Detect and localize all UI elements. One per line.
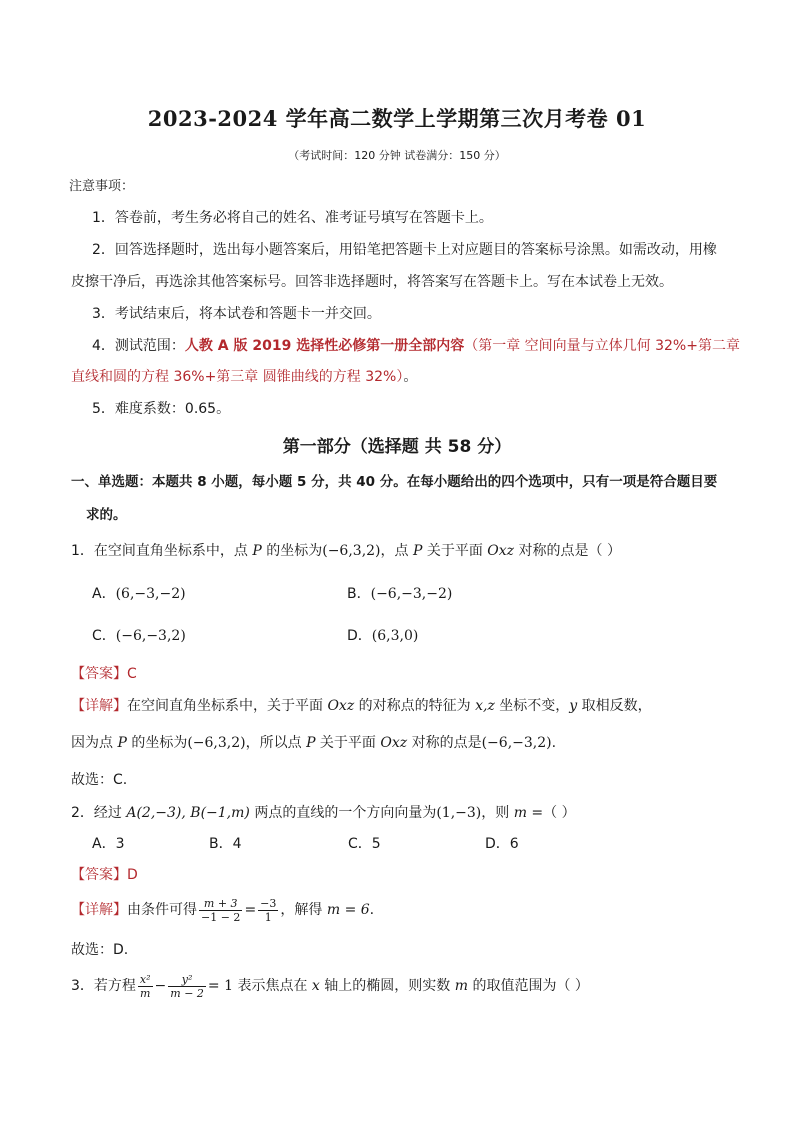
q1-option-d[interactable] (347, 626, 418, 646)
option-value: (−6,−3,−2) (370, 586, 453, 602)
q2-option-c[interactable]: C．5 (348, 836, 381, 852)
q3-text: 表示焦点在 (233, 978, 312, 994)
q2-prefix: 2．经过 (71, 805, 127, 821)
fraction-numerator: −3 (260, 896, 277, 910)
answer-tag: 【答案】 (71, 867, 127, 883)
q2-suffix: （ ） (543, 805, 576, 821)
detail-text: ，解得 (280, 902, 327, 918)
q3-suffix: 的取值范围为（ ） (468, 978, 589, 994)
detail-text: 的坐标为 (126, 735, 188, 751)
q3-x: x (311, 978, 320, 994)
detail-text: 因为点 (71, 735, 118, 751)
q2-option-b[interactable]: B．4 (209, 836, 242, 852)
detail-text: 取相反数， (577, 698, 652, 714)
answer-tag: 【答案】 (71, 666, 127, 682)
q1-detail-line2 (71, 733, 556, 753)
notice-item-4-prefix: 4．测试范围： (92, 338, 185, 354)
q2-option-a[interactable]: A．3 (92, 836, 125, 852)
part1-intro-line2: 求的。 (86, 507, 127, 523)
detail-text: 在空间直角坐标系中，关于平面 (127, 698, 328, 714)
notice-item-3: 3．考试结束后，将本试卷和答题卡一并交回。 (92, 306, 381, 322)
q2-text: ，则 (481, 805, 514, 821)
q1-option-a[interactable] (92, 584, 186, 604)
fraction-denominator: m (140, 986, 151, 1000)
notice-item-2-line2: 皮擦干净后，再选涂其他答案标号。回答非选择题时，将答案写在答题卡上。写在本试卷上无效。 (71, 274, 673, 290)
fraction-numerator: y² (168, 973, 206, 987)
notice-item-4-end: 。 (403, 369, 418, 385)
fraction (168, 973, 206, 1000)
detail-math: (−6,−3,2) (481, 735, 552, 751)
notice-heading: 注意事项： (69, 179, 135, 194)
q1-answer (71, 664, 137, 684)
answer-value: D (127, 867, 138, 883)
fraction-numerator: m + 3 (199, 897, 242, 911)
detail-text: 由条件可得 (127, 902, 197, 918)
fraction (258, 897, 278, 924)
equals-sign: = (244, 902, 257, 918)
q1-text: ，点 (380, 543, 413, 559)
fraction-denominator: −1 − 2 (201, 910, 241, 924)
q2-conclusion: 故选：D. (71, 942, 129, 958)
notice-item-4-scope-cont: 直线和圆的方程 36%+第三章 圆锥曲线的方程 32%） (71, 369, 404, 385)
q3-text: 轴上的椭圆，则实数 (319, 978, 455, 994)
detail-math: x,z (475, 698, 495, 714)
part1-intro-line1: 一、单选题：本题共 8 小题，每小题 5 分，共 40 分。在每小题给出的四个选项中，只有一项是符合题目要 (71, 474, 718, 490)
detail-tag: 【详解】 (71, 902, 127, 918)
q1-plane: Oxz (327, 698, 355, 714)
option-label: B． (347, 586, 371, 602)
q1-plane: Oxz (380, 735, 408, 751)
q2-detail (71, 895, 374, 925)
q2-answer (71, 865, 138, 885)
q1-point-p: P (252, 543, 262, 559)
notice-item-5: 5．难度系数：0.65。 (92, 401, 231, 417)
option-label: D． (347, 628, 372, 644)
fraction-numerator: x² (139, 972, 151, 986)
q1-plane: Oxz (487, 543, 515, 559)
minus-sign: − (154, 978, 167, 994)
q1-option-c[interactable] (92, 626, 186, 646)
equals-one: = 1 (207, 978, 234, 994)
q3-m: m (454, 978, 469, 994)
q3-prefix: 3．若方程 (71, 978, 136, 994)
fraction-denominator: m − 2 (170, 986, 204, 1000)
exam-subtitle: （考试时间：120 分钟 试卷满分：150 分） (288, 149, 506, 162)
q2-m: m = (513, 805, 544, 821)
notice-item-1: 1．答卷前，考生务必将自己的姓名、准考证号填写在答题卡上。 (92, 210, 493, 226)
q1-text: 关于平面 (422, 543, 488, 559)
option-value: (−6,−3,2) (115, 628, 186, 644)
section-title: 第一部分（选择题 共 58 分） (282, 437, 512, 457)
page-title: 2023-2024 学年高二数学上学期第三次月考卷 01 (147, 106, 647, 131)
detail-text: 对称的点是 (407, 735, 482, 751)
notice-item-4-line1 (92, 336, 740, 356)
q1-point-p: P (306, 735, 316, 751)
q1-point-p: P (412, 543, 423, 559)
detail-tag: 【详解】 (71, 698, 127, 714)
detail-text: ，所以点 (245, 735, 307, 751)
detail-text: 坐标不变， (494, 698, 570, 714)
option-label: A． (92, 586, 116, 602)
q2-vector: (1,−3) (436, 805, 482, 821)
notice-item-4-scope: （第一章 空间向量与立体几何 32%+第二章 (464, 338, 740, 354)
notice-item-2-line1: 2．回答选择题时，选出每小题答案后，用铅笔把答题卡上对应题目的答案标号涂黑。如需改动，用橡 (92, 242, 717, 258)
answer-value: C (127, 666, 137, 682)
detail-text: 关于平面 (315, 735, 381, 751)
fraction-denominator: 1 (264, 910, 272, 924)
q1-point-p: P (117, 735, 127, 751)
q1-suffix: 对称的点是（ ） (514, 543, 621, 559)
fraction (199, 897, 242, 924)
detail-text: . (369, 902, 375, 918)
detail-math: y (569, 698, 578, 714)
notice-item-4-highlight: 人教 A 版 2019 选择性必修第一册全部内容 (184, 338, 465, 354)
option-value: (6,−3,−2) (115, 586, 186, 602)
detail-text: 的对称点的特征为 (354, 698, 476, 714)
detail-math: m = 6 (326, 902, 370, 918)
q1-detail-line1 (71, 696, 652, 716)
question-2-stem (71, 803, 576, 823)
q1-conclusion: 故选：C. (71, 772, 128, 788)
q1-text: 的坐标为 (261, 543, 323, 559)
option-label: C． (92, 628, 116, 644)
notice-item-4-line2 (71, 367, 417, 387)
question-3-stem (71, 970, 589, 1002)
detail-text: . (551, 735, 557, 751)
question-1-stem (71, 541, 621, 561)
q1-prefix: 1．在空间直角坐标系中，点 (71, 543, 253, 559)
option-value: (6,3,0) (371, 628, 419, 644)
q2-text: 两点的直线的一个方向向量为 (249, 805, 437, 821)
q1-option-b[interactable] (347, 584, 452, 604)
q2-option-d[interactable]: D．6 (485, 836, 519, 852)
q1-coordinate: (−6,3,2) (322, 543, 381, 559)
q2-points: A(2,−3), B(−1,m) (126, 805, 250, 821)
fraction (138, 973, 153, 1000)
q1-coordinate: (−6,3,2) (187, 735, 246, 751)
